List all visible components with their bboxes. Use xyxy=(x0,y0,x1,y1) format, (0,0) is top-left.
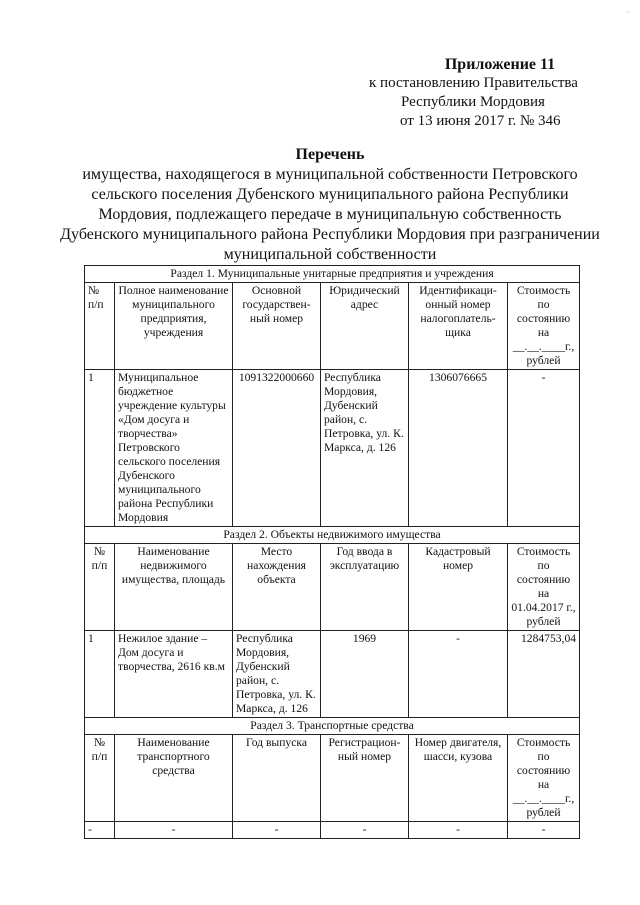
s2-row1-cadastral: - xyxy=(409,631,508,718)
s3-row1-cost: - xyxy=(508,822,580,839)
s2-row1-cost: 1284753,04 xyxy=(508,631,580,718)
appendix-line-3: от 13 июня 2017 г. № 346 xyxy=(400,113,561,129)
s3-header-reg: Регистрацион-ный номер xyxy=(321,735,409,822)
table-row xyxy=(85,822,580,839)
s1-header-inn: Идентификаци-онный номер налогоплатель-щика xyxy=(409,283,508,370)
s1-row1-num: 1 xyxy=(85,370,115,527)
s3-row1-reg: - xyxy=(321,822,409,839)
s1-header-ogrn: Основной государствен-ный номер xyxy=(233,283,321,370)
s2-row1-location: Республика Мордовия, Дубенский район, с. Петровка, ул. К. Маркса, д. 126 xyxy=(233,631,321,718)
appendix-title: Приложение 11 xyxy=(444,56,556,73)
s3-row1-year: - xyxy=(233,822,321,839)
s2-header-cadastral: Кадастровый номер xyxy=(409,544,508,631)
s2-row1-year: 1969 xyxy=(321,631,409,718)
s1-row1-address: Республика Мордовия, Дубенский район, с. Петровка, ул. К. Маркса, д. 126 xyxy=(321,370,409,527)
property-register-table xyxy=(84,265,580,839)
section3-title-row xyxy=(85,718,580,735)
s3-header-year: Год выпуска xyxy=(233,735,321,822)
s2-header-name: Наименование недвижимого имущества, площадь xyxy=(115,544,233,631)
s1-header-cost: Стоимость по состоянию на __.__.____г., рублей xyxy=(508,283,580,370)
s3-header-cost: Стоимость по состоянию на __.__.____г., рублей xyxy=(508,735,580,822)
s2-header-year: Год ввода в эксплуатацию xyxy=(321,544,409,631)
section1-header-row xyxy=(85,283,580,370)
section1-title: Раздел 1. Муниципальные унитарные предприятия и учреждения xyxy=(85,266,580,283)
s3-row1-engine: - xyxy=(409,822,508,839)
heading-title: Перечень xyxy=(295,146,365,163)
s3-header-name: Наименование транспортного средства xyxy=(115,735,233,822)
s3-header-num: № п/п xyxy=(85,735,115,822)
section1-title-row xyxy=(85,266,580,283)
s3-row1-name: - xyxy=(115,822,233,839)
s2-header-location: Место нахождения объекта xyxy=(233,544,321,631)
section2-title-row xyxy=(85,527,580,544)
corner-mark: ~ xyxy=(626,10,630,16)
section2-title: Раздел 2. Объекты недвижимого имущества xyxy=(85,527,580,544)
s1-row1-inn: 1306076665 xyxy=(409,370,508,527)
appendix-line-1: к постановлению Правительства xyxy=(369,75,578,91)
section3-header-row xyxy=(85,735,580,822)
s2-row1-name: Нежилое здание – Дом досуга и творчества, 2616 кв.м xyxy=(115,631,233,718)
appendix-block xyxy=(365,56,605,131)
section3-title: Раздел 3. Транспортные средства xyxy=(85,718,580,735)
s1-row1-name: Муниципальное бюджетное учреждение культуры «Дом досуга и творчества» Петровского сельского поселения Дубенского муниципального района Республики Мордовия xyxy=(115,370,233,527)
heading-body: имущества, находящегося в муниципальной собственности Петровского сельского поселения Дубенского муниципального района Республики Мордовия, подлежащего передаче в муниципальную собственность Дубенского муниципального района Республики Мордовия при разграничении муниципальной собственности xyxy=(60,166,600,263)
table-row xyxy=(85,631,580,718)
appendix-line-2: Республики Мордовия xyxy=(401,94,545,110)
s1-header-name: Полное наименование муниципального предприятия, учреждения xyxy=(115,283,233,370)
s2-row1-num: 1 xyxy=(85,631,115,718)
document-heading xyxy=(60,145,600,265)
s1-row1-ogrn: 1091322000660 xyxy=(233,370,321,527)
section2-header-row xyxy=(85,544,580,631)
s2-header-cost: Стоимость по состоянию на 01.04.2017 г., рублей xyxy=(508,544,580,631)
s1-header-address: Юридический адрес xyxy=(321,283,409,370)
table-row xyxy=(85,370,580,527)
s3-header-engine: Номер двигателя, шасси, кузова xyxy=(409,735,508,822)
s2-header-num: № п/п xyxy=(85,544,115,631)
s1-row1-cost: - xyxy=(508,370,580,527)
s1-header-num: № п/п xyxy=(85,283,115,370)
s3-row1-num: - xyxy=(85,822,115,839)
